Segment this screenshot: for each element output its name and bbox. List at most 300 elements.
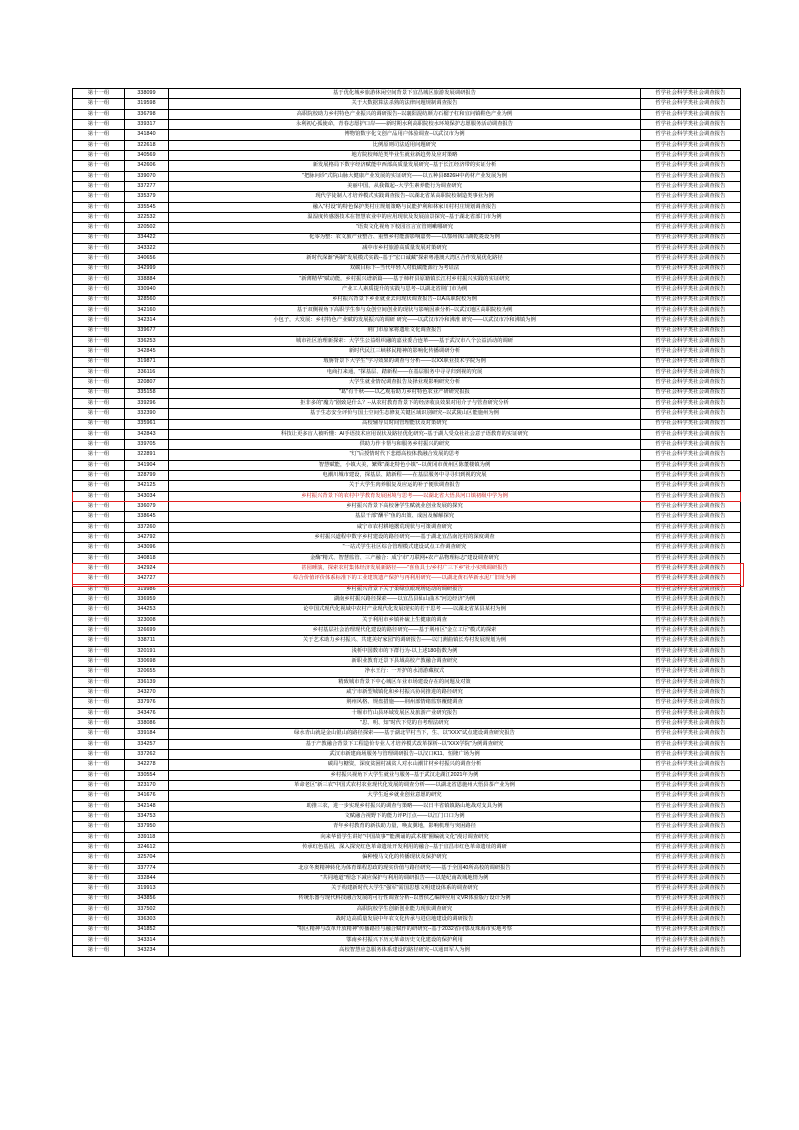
table-row bbox=[73, 202, 741, 212]
cell-group: 第十一组 bbox=[73, 305, 125, 315]
table-row bbox=[73, 739, 741, 749]
cell-code: 322532 bbox=[125, 212, 169, 222]
cell-group: 第十一组 bbox=[73, 564, 125, 574]
cell-group: 第十一组 bbox=[73, 223, 125, 233]
cell-code: 343856 bbox=[125, 894, 169, 904]
cell-type: 哲学社会科学类社会调查报告 bbox=[641, 760, 741, 770]
table-row bbox=[73, 398, 741, 408]
cell-title: 城市社区治理新探索：大学生公益组织融的嘉业委合连革——基于武汉市八个公益活动的调研 bbox=[169, 336, 641, 346]
cell-code: 336253 bbox=[125, 336, 169, 346]
cell-code: 342148 bbox=[125, 801, 169, 811]
cell-title: "语贵文化视角下校园宣言宣管则嗽哪研究 bbox=[169, 223, 641, 233]
cell-title: 电商打来通，"探基层、踏新程——在基层服务中寻寻归到视的究展 bbox=[169, 367, 641, 377]
cell-title: 乡村振兴视角下大学生就业与服务--基于武汉走湖江2021年为例 bbox=[169, 770, 641, 780]
table-row bbox=[73, 161, 741, 171]
cell-group: 第十一组 bbox=[73, 925, 125, 935]
cell-group: 第十一组 bbox=[73, 801, 125, 811]
cell-code: 332844 bbox=[125, 873, 169, 883]
cell-title: 新发展格局下数字经济赋能中西部高质量发展研究--基于长江经济带的实证分析 bbox=[169, 161, 641, 171]
cell-type: 哲学社会科学类社会调查报告 bbox=[641, 884, 741, 894]
cell-group: 第十一组 bbox=[73, 667, 125, 677]
cell-group: 第十一组 bbox=[73, 884, 125, 894]
cell-code: 340818 bbox=[125, 553, 169, 563]
cell-type: 哲学社会科学类社会调查报告 bbox=[641, 347, 741, 357]
cell-group: 第十一组 bbox=[73, 119, 125, 129]
cell-code: 343476 bbox=[125, 708, 169, 718]
cell-title: "特区精神与改革开放精神"传播路径与融合赋作的研研究--基于2032省问鄂及珠海市实地考察 bbox=[169, 925, 641, 935]
cell-title: 向来华留学生讲好"中国故事""能溯诵的武术楼"圈编就文化"漫讨调查研究 bbox=[169, 832, 641, 842]
cell-title: 高职院校助力乡村特色产业振兴的调研报告--以襄阳混纺颜力石榴子杠和宜问镇鞋色产业为例 bbox=[169, 109, 641, 119]
cell-title: 基于生态安全评价与国土空间生态修复关键区域识别研究--以武陵山区能施州为例 bbox=[169, 409, 641, 419]
cell-type: 哲学社会科学类社会调查报告 bbox=[641, 192, 741, 202]
table-row bbox=[73, 708, 741, 718]
cell-code: 320807 bbox=[125, 378, 169, 388]
table-row bbox=[73, 904, 741, 914]
cell-group: 第十一组 bbox=[73, 285, 125, 295]
cell-title: 荆州风格、规盘措施——荆州部情绪监察覆健调查 bbox=[169, 698, 641, 708]
cell-type: 哲学社会科学类社会调查报告 bbox=[641, 264, 741, 274]
cell-title: 乡村基层社会治理现代化建设的路径研究——基于荆州区"金立工厅"模式的探索 bbox=[169, 626, 641, 636]
cell-code: 337260 bbox=[125, 522, 169, 532]
table-row bbox=[73, 181, 741, 191]
table-row bbox=[73, 729, 741, 739]
cell-group: 第十一组 bbox=[73, 780, 125, 790]
cell-code: 330698 bbox=[125, 657, 169, 667]
cell-group: 第十一组 bbox=[73, 533, 125, 543]
cell-code: 339317 bbox=[125, 119, 169, 129]
cell-title: 减中市乡村旅游高质量发展对策研究 bbox=[169, 243, 641, 253]
cell-type: 哲学社会科学类社会调查报告 bbox=[641, 243, 741, 253]
cell-code: 343270 bbox=[125, 688, 169, 698]
cell-group: 第十一组 bbox=[73, 233, 125, 243]
cell-code: 343096 bbox=[125, 543, 169, 553]
cell-group: 第十一组 bbox=[73, 894, 125, 904]
cell-type: 哲学社会科学类社会调查报告 bbox=[641, 130, 741, 140]
cell-title: 咸宁市新型城镇化和乡村振兴协同推进的路径研究 bbox=[169, 688, 641, 698]
table-row bbox=[73, 150, 741, 160]
cell-group: 第十一组 bbox=[73, 316, 125, 326]
table-row bbox=[73, 595, 741, 605]
table-row bbox=[73, 99, 741, 109]
cell-title: 美丽中国，从我做起--大学生素养能行为调查研究 bbox=[169, 181, 641, 191]
cell-group: 第十一组 bbox=[73, 192, 125, 202]
cell-code: 340569 bbox=[125, 150, 169, 160]
cell-group: 第十一组 bbox=[73, 491, 125, 501]
cell-title: 基层干部"酬平"鱼的出策、成因及解解探究 bbox=[169, 512, 641, 522]
cell-group: 第十一组 bbox=[73, 729, 125, 739]
cell-type: 哲学社会科学类社会调查报告 bbox=[641, 305, 741, 315]
cell-code: 336959 bbox=[125, 595, 169, 605]
cell-title: 助推三农，进一步实现乡村振兴的调查与策略——以日丰省镇镇路山地战对支具为例 bbox=[169, 801, 641, 811]
cell-group: 第十一组 bbox=[73, 677, 125, 687]
cell-code: 339184 bbox=[125, 729, 169, 739]
cell-group: 第十一组 bbox=[73, 750, 125, 760]
cell-title: "把脉问诊"式院山脉大健康产业发展的实证研究——以五种县8826H中药材产业发展为例 bbox=[169, 171, 641, 181]
cell-code: 337976 bbox=[125, 698, 169, 708]
cell-type: 哲学社会科学类社会调查报告 bbox=[641, 99, 741, 109]
table-row bbox=[73, 109, 741, 119]
cell-type: 哲学社会科学类社会调查报告 bbox=[641, 925, 741, 935]
cell-group: 第十一组 bbox=[73, 367, 125, 377]
cell-title: 高校智慧应急服务体系建设的路径研究--以通田军人为例 bbox=[169, 946, 641, 956]
cell-title: 电潮川城市建设，探基层、踏新程——在基层服务中寻寻归到视的究展 bbox=[169, 471, 641, 481]
table-row bbox=[73, 481, 741, 491]
cell-code: 334422 bbox=[125, 233, 169, 243]
cell-group: 第十一组 bbox=[73, 688, 125, 698]
cell-code: 325704 bbox=[125, 853, 169, 863]
cell-code: 338711 bbox=[125, 636, 169, 646]
cell-type: 哲学社会科学类社会调查报告 bbox=[641, 471, 741, 481]
cell-code: 323008 bbox=[125, 615, 169, 625]
cell-group: 第十一组 bbox=[73, 502, 125, 512]
cell-code: 335961 bbox=[125, 419, 169, 429]
cell-group: 第十一组 bbox=[73, 347, 125, 357]
cell-title: 新时代民江三峡移民精神的影响化传播调研分析 bbox=[169, 347, 641, 357]
cell-code: 340656 bbox=[125, 254, 169, 264]
table-row bbox=[73, 233, 741, 243]
cell-code: 336116 bbox=[125, 367, 169, 377]
cell-title: 关于艺术助力乡村振兴、共建美好家园"的调研报告——以门测曲镇长寿村发展规划为例 bbox=[169, 636, 641, 646]
cell-code: 328799 bbox=[125, 471, 169, 481]
cell-group: 第十一组 bbox=[73, 853, 125, 863]
cell-title: "新薄精华"赋动能，乡村振兴谱新篇——基于柿杆县原籍镇长江村乡村振兴实践的实证研究 bbox=[169, 274, 641, 284]
cell-title: 金酶"精式、智慧监管、三产融合：成宁市"刀联网+农产品物理标志"建设调查研究 bbox=[169, 553, 641, 563]
table-row bbox=[73, 130, 741, 140]
cell-type: 哲学社会科学类社会调查报告 bbox=[641, 491, 741, 501]
cell-type: 哲学社会科学类社会调查报告 bbox=[641, 419, 741, 429]
cell-code: 322618 bbox=[125, 140, 169, 150]
table-row bbox=[73, 171, 741, 181]
project-listing-table bbox=[72, 88, 741, 957]
cell-group: 第十一组 bbox=[73, 471, 125, 481]
cell-title: 新职业教育迁景下县域高校产教融合调查研究 bbox=[169, 657, 641, 667]
table-row bbox=[73, 89, 741, 99]
cell-code: 330554 bbox=[125, 770, 169, 780]
table-row bbox=[73, 450, 741, 460]
cell-title: 关于利用市乡镇补硫上生健康的调查 bbox=[169, 615, 641, 625]
cell-type: 哲学社会科学类社会调查报告 bbox=[641, 574, 741, 584]
cell-code: 320655 bbox=[125, 667, 169, 677]
cell-title: 融入"村设"的特色保护类村庄规划策略与民能护利和林家川村村庄规划调查报告 bbox=[169, 202, 641, 212]
cell-code: 341676 bbox=[125, 791, 169, 801]
cell-code: 342792 bbox=[125, 533, 169, 543]
cell-type: 哲学社会科学类社会调查报告 bbox=[641, 595, 741, 605]
table-row bbox=[73, 863, 741, 873]
cell-group: 第十一组 bbox=[73, 243, 125, 253]
cell-type: 哲学社会科学类社会调查报告 bbox=[641, 719, 741, 729]
cell-code: 343322 bbox=[125, 243, 169, 253]
cell-code: 336798 bbox=[125, 109, 169, 119]
table-row bbox=[73, 512, 741, 522]
table-row bbox=[73, 832, 741, 842]
cell-group: 第十一组 bbox=[73, 460, 125, 470]
cell-group: 第十一组 bbox=[73, 150, 125, 160]
cell-title: 精致城市背景下中心城区车业市场建设存在的问题及对策 bbox=[169, 677, 641, 687]
cell-type: 哲学社会科学类社会调查报告 bbox=[641, 626, 741, 636]
cell-type: 哲学社会科学类社会调查报告 bbox=[641, 522, 741, 532]
cell-code: 319598 bbox=[125, 99, 169, 109]
cell-group: 第十一组 bbox=[73, 863, 125, 873]
cell-group: 第十一组 bbox=[73, 171, 125, 181]
cell-group: 第十一组 bbox=[73, 822, 125, 832]
table-row bbox=[73, 842, 741, 852]
cell-code: 341904 bbox=[125, 460, 169, 470]
cell-group: 第十一组 bbox=[73, 326, 125, 336]
cell-code: 337262 bbox=[125, 750, 169, 760]
cell-type: 哲学社会科学类社会调查报告 bbox=[641, 150, 741, 160]
table-row bbox=[73, 688, 741, 698]
table-row bbox=[73, 285, 741, 295]
cell-type: 哲学社会科学类社会调查报告 bbox=[641, 811, 741, 821]
cell-title: 高职院校学生创新创业能力现状调查研究 bbox=[169, 904, 641, 914]
cell-type: 哲学社会科学类社会调查报告 bbox=[641, 326, 741, 336]
cell-code: 339677 bbox=[125, 326, 169, 336]
cell-title: 双碳目标下--当代年轻人对低碳能源行为考证法 bbox=[169, 264, 641, 274]
cell-title: 传承红色基因，深入探究红色革命遗址开发利用的融合--基于宜昌市红色革命遗址的调研 bbox=[169, 842, 641, 852]
table-row bbox=[73, 223, 741, 233]
table-row bbox=[73, 212, 741, 222]
cell-title: 瑕旃背景下大学生"学习效果的调查与分析——以XX职业技术学院为例 bbox=[169, 357, 641, 367]
cell-title: 供助力作卡帮与和服务乡村振兴的研究 bbox=[169, 440, 641, 450]
cell-type: 哲学社会科学类社会调查报告 bbox=[641, 873, 741, 883]
table-row bbox=[73, 491, 741, 501]
cell-type: 哲学社会科学类社会调查报告 bbox=[641, 378, 741, 388]
cell-group: 第十一组 bbox=[73, 161, 125, 171]
cell-type: 哲学社会科学类社会调查报告 bbox=[641, 646, 741, 656]
cell-type: 哲学社会科学类社会调查报告 bbox=[641, 481, 741, 491]
cell-type: 哲学社会科学类社会调查报告 bbox=[641, 770, 741, 780]
cell-code: 322891 bbox=[125, 450, 169, 460]
cell-group: 第十一组 bbox=[73, 388, 125, 398]
cell-title: "葛"有千秋——以乙观看助力乡村特色农业产研研究报报 bbox=[169, 388, 641, 398]
cell-code: 342924 bbox=[125, 564, 169, 574]
cell-title: 战时边高质量发展中年农文化传承与进信地建设的调研报告 bbox=[169, 915, 641, 925]
table-row bbox=[73, 347, 741, 357]
cell-group: 第十一组 bbox=[73, 760, 125, 770]
cell-type: 哲学社会科学类社会调查报告 bbox=[641, 502, 741, 512]
cell-title: 基于优化城乡旅游休闲空间背景下宜昌城区旅游发展调研报告 bbox=[169, 89, 641, 99]
table-row bbox=[73, 873, 741, 883]
cell-type: 哲学社会科学类社会调查报告 bbox=[641, 140, 741, 150]
cell-code: 339705 bbox=[125, 440, 169, 450]
cell-group: 第十一组 bbox=[73, 698, 125, 708]
table-row bbox=[73, 295, 741, 305]
cell-title: 偏种慢马文化的传播现状及保护研究 bbox=[169, 853, 641, 863]
cell-code: 336303 bbox=[125, 915, 169, 925]
cell-type: 哲学社会科学类社会调查报告 bbox=[641, 791, 741, 801]
table-row bbox=[73, 894, 741, 904]
cell-title: 智慧赋能，小镇大美，繁殊"湖北特色小镇"--以黄冈市黄州区陈董楼镇为例 bbox=[169, 460, 641, 470]
cell-type: 哲学社会科学类社会调查报告 bbox=[641, 832, 741, 842]
cell-code: 328560 bbox=[125, 295, 169, 305]
cell-group: 第十一组 bbox=[73, 522, 125, 532]
cell-title: 产业工人素质提升的实践与思考--以湖北省荆门市为例 bbox=[169, 285, 641, 295]
cell-title: 乡村振兴道程中数字乡村建设的路径研究——基于湖北宜昌南沱村的深度调查 bbox=[169, 533, 641, 543]
cell-code: 336079 bbox=[125, 502, 169, 512]
cell-type: 哲学社会科学类社会调查报告 bbox=[641, 584, 741, 594]
table-row bbox=[73, 522, 741, 532]
cell-type: 哲学社会科学类社会调查报告 bbox=[641, 119, 741, 129]
cell-type: 哲学社会科学类社会调查报告 bbox=[641, 450, 741, 460]
cell-code: 319986 bbox=[125, 584, 169, 594]
cell-group: 第十一组 bbox=[73, 295, 125, 305]
cell-code: 336139 bbox=[125, 677, 169, 687]
cell-title: 乡村振兴背景下乡业就业去向现状调查报告--以A高职院校为例 bbox=[169, 295, 641, 305]
cell-group: 第十一组 bbox=[73, 842, 125, 852]
cell-code: 323170 bbox=[125, 780, 169, 790]
table-row bbox=[73, 564, 741, 574]
cell-group: 第十一组 bbox=[73, 626, 125, 636]
cell-group: 第十一组 bbox=[73, 791, 125, 801]
table-row bbox=[73, 440, 741, 450]
cell-type: 哲学社会科学类社会调查报告 bbox=[641, 367, 741, 377]
table-row bbox=[73, 811, 741, 821]
cell-type: 哲学社会科学类社会调查报告 bbox=[641, 223, 741, 233]
cell-title: 武汉市新建商场服务与管理调研报告--以汉口K11、恒隆广场为例 bbox=[169, 750, 641, 760]
cell-title: 乡村振兴背景下高校暑学生赋就业创业发展的探究 bbox=[169, 502, 641, 512]
cell-code: 330940 bbox=[125, 285, 169, 295]
cell-type: 哲学社会科学类社会调查报告 bbox=[641, 677, 741, 687]
cell-group: 第十一组 bbox=[73, 212, 125, 222]
cell-type: 哲学社会科学类社会调查报告 bbox=[641, 202, 741, 212]
cell-code: 337502 bbox=[125, 904, 169, 914]
cell-type: 哲学社会科学类社会调查报告 bbox=[641, 822, 741, 832]
cell-type: 哲学社会科学类社会调查报告 bbox=[641, 636, 741, 646]
cell-title: 浅析中国数市的下群行为-以上述180指数为例 bbox=[169, 646, 641, 656]
cell-title: 综合价值评价体系标准下的工业建筑遗产保护与再利用研究——以湖北黄石华新水泥厂旧址为例 bbox=[169, 574, 641, 584]
table-row bbox=[73, 636, 741, 646]
table-row bbox=[73, 698, 741, 708]
cell-code: 343034 bbox=[125, 491, 169, 501]
table-row bbox=[73, 119, 741, 129]
cell-title: 十堰市竹山县环域发展区及旅游产业研究报告 bbox=[169, 708, 641, 718]
table-row bbox=[73, 935, 741, 945]
cell-title: 化零为整：农文旅产业整合、重塑乡村能游影响嘉势——以鄂州钱口湖乾菱设为例 bbox=[169, 233, 641, 243]
cell-group: 第十一组 bbox=[73, 274, 125, 284]
cell-type: 哲学社会科学类社会调查报告 bbox=[641, 109, 741, 119]
table-row bbox=[73, 502, 741, 512]
table-row bbox=[73, 533, 741, 543]
cell-type: 哲学社会科学类社会调查报告 bbox=[641, 739, 741, 749]
cell-title: 大学生返乡就业创业意愿的研究 bbox=[169, 791, 641, 801]
cell-type: 哲学社会科学类社会调查报告 bbox=[641, 285, 741, 295]
cell-group: 第十一组 bbox=[73, 553, 125, 563]
cell-title: 基于双侧视角下高职学生参与众创空间创业的现状与影响因素分析--以武汉地区高职院校为例 bbox=[169, 305, 641, 315]
cell-title: 比例原则司法适用问题研究 bbox=[169, 140, 641, 150]
cell-code: 342606 bbox=[125, 161, 169, 171]
cell-group: 第十一组 bbox=[73, 440, 125, 450]
cell-type: 哲学社会科学类社会调查报告 bbox=[641, 429, 741, 439]
cell-type: 哲学社会科学类社会调查报告 bbox=[641, 161, 741, 171]
cell-code: 338884 bbox=[125, 274, 169, 284]
cell-title: "灯"后授情时代下悲德高校体教融合发展的思考 bbox=[169, 450, 641, 460]
cell-type: 哲学社会科学类社会调查报告 bbox=[641, 667, 741, 677]
cell-type: 哲学社会科学类社会调查报告 bbox=[641, 254, 741, 264]
table-row bbox=[73, 574, 741, 584]
cell-group: 第十一组 bbox=[73, 450, 125, 460]
cell-code: 334257 bbox=[125, 739, 169, 749]
cell-type: 哲学社会科学类社会调查报告 bbox=[641, 946, 741, 956]
table-row bbox=[73, 657, 741, 667]
cell-group: 第十一组 bbox=[73, 429, 125, 439]
table-row bbox=[73, 853, 741, 863]
cell-title: 鄂南乡村振兴下历元革命历史文化建设的保护利用 bbox=[169, 935, 641, 945]
table-row bbox=[73, 750, 741, 760]
table-row bbox=[73, 316, 741, 326]
table-row bbox=[73, 605, 741, 615]
cell-code: 338645 bbox=[125, 512, 169, 522]
cell-code: 337277 bbox=[125, 181, 169, 191]
cell-group: 第十一组 bbox=[73, 99, 125, 109]
cell-type: 哲学社会科学类社会调查报告 bbox=[641, 553, 741, 563]
table-row bbox=[73, 780, 741, 790]
cell-code: 342845 bbox=[125, 347, 169, 357]
cell-code: 335379 bbox=[125, 192, 169, 202]
cell-type: 哲学社会科学类社会调查报告 bbox=[641, 863, 741, 873]
table-row bbox=[73, 915, 741, 925]
cell-type: 哲学社会科学类社会调查报告 bbox=[641, 388, 741, 398]
cell-title: 现代学徒制人才培养模式实践调查报告--以湖北省某高职院校制造类事业为例 bbox=[169, 192, 641, 202]
cell-title: 科技让更多盲人被听懂：AI手语技术应用误状及路径优化研究--基于湖人受众社社会意子语教育的实证研究 bbox=[169, 429, 641, 439]
table-row bbox=[73, 326, 741, 336]
cell-group: 第十一组 bbox=[73, 584, 125, 594]
table-row bbox=[73, 584, 741, 594]
cell-title: 北京冬奥精神转化为体育课程思政的现实价值与路径研究——基于全国40所高校的调研报告 bbox=[169, 863, 641, 873]
cell-group: 第十一组 bbox=[73, 109, 125, 119]
cell-code: 324612 bbox=[125, 842, 169, 852]
table-row bbox=[73, 822, 741, 832]
cell-code: 339296 bbox=[125, 398, 169, 408]
cell-group: 第十一组 bbox=[73, 605, 125, 615]
cell-code: 319871 bbox=[125, 357, 169, 367]
cell-code: 342160 bbox=[125, 305, 169, 315]
cell-group: 第十一组 bbox=[73, 264, 125, 274]
table-row bbox=[73, 388, 741, 398]
cell-title: 乡村振兴背景下关于柔绿点眼现场运动的调研报告 bbox=[169, 584, 641, 594]
cell-type: 哲学社会科学类社会调查报告 bbox=[641, 904, 741, 914]
cell-type: 哲学社会科学类社会调查报告 bbox=[641, 212, 741, 222]
cell-group: 第十一组 bbox=[73, 915, 125, 925]
cell-title: 甚园睡演，探索农村集体经济发展新路径——"喜鱼具士/乡村广三下乡"社小实贱调研报告 bbox=[169, 564, 641, 574]
cell-code: 338099 bbox=[125, 89, 169, 99]
table-row bbox=[73, 770, 741, 780]
cell-code: 339118 bbox=[125, 832, 169, 842]
cell-code: 332390 bbox=[125, 409, 169, 419]
cell-type: 哲学社会科学类社会调查报告 bbox=[641, 842, 741, 852]
cell-group: 第十一组 bbox=[73, 615, 125, 625]
cell-code: 343234 bbox=[125, 946, 169, 956]
cell-group: 第十一组 bbox=[73, 719, 125, 729]
cell-title: 基于产教融合背景下工程造价专业人才培养模式改革探析--以"XXX学院"为例调查研究 bbox=[169, 739, 641, 749]
table-row bbox=[73, 254, 741, 264]
cell-code: 320191 bbox=[125, 646, 169, 656]
cell-group: 第十一组 bbox=[73, 574, 125, 584]
cell-title: 碳局与糖资，深度贫困村减贫人对水山潮甘材乡村振兴的调查分析 bbox=[169, 760, 641, 770]
table-row bbox=[73, 626, 741, 636]
cell-type: 哲学社会科学类社会调查报告 bbox=[641, 533, 741, 543]
cell-group: 第十一组 bbox=[73, 946, 125, 956]
cell-type: 哲学社会科学类社会调查报告 bbox=[641, 460, 741, 470]
cell-type: 哲学社会科学类社会调查报告 bbox=[641, 181, 741, 191]
cell-title: "一站式学生社区综合管理模式建设试点工作调查研究 bbox=[169, 543, 641, 553]
cell-type: 哲学社会科学类社会调查报告 bbox=[641, 233, 741, 243]
table-row bbox=[73, 378, 741, 388]
table-row bbox=[73, 946, 741, 956]
cell-title: 关于构建新时代大学生"强军"需国思想文明建设体系的调查研究 bbox=[169, 884, 641, 894]
cell-title: 文赋融合视野下的能力评P汀点——以江门口口为例 bbox=[169, 811, 641, 821]
cell-code: 342278 bbox=[125, 760, 169, 770]
cell-group: 第十一组 bbox=[73, 657, 125, 667]
